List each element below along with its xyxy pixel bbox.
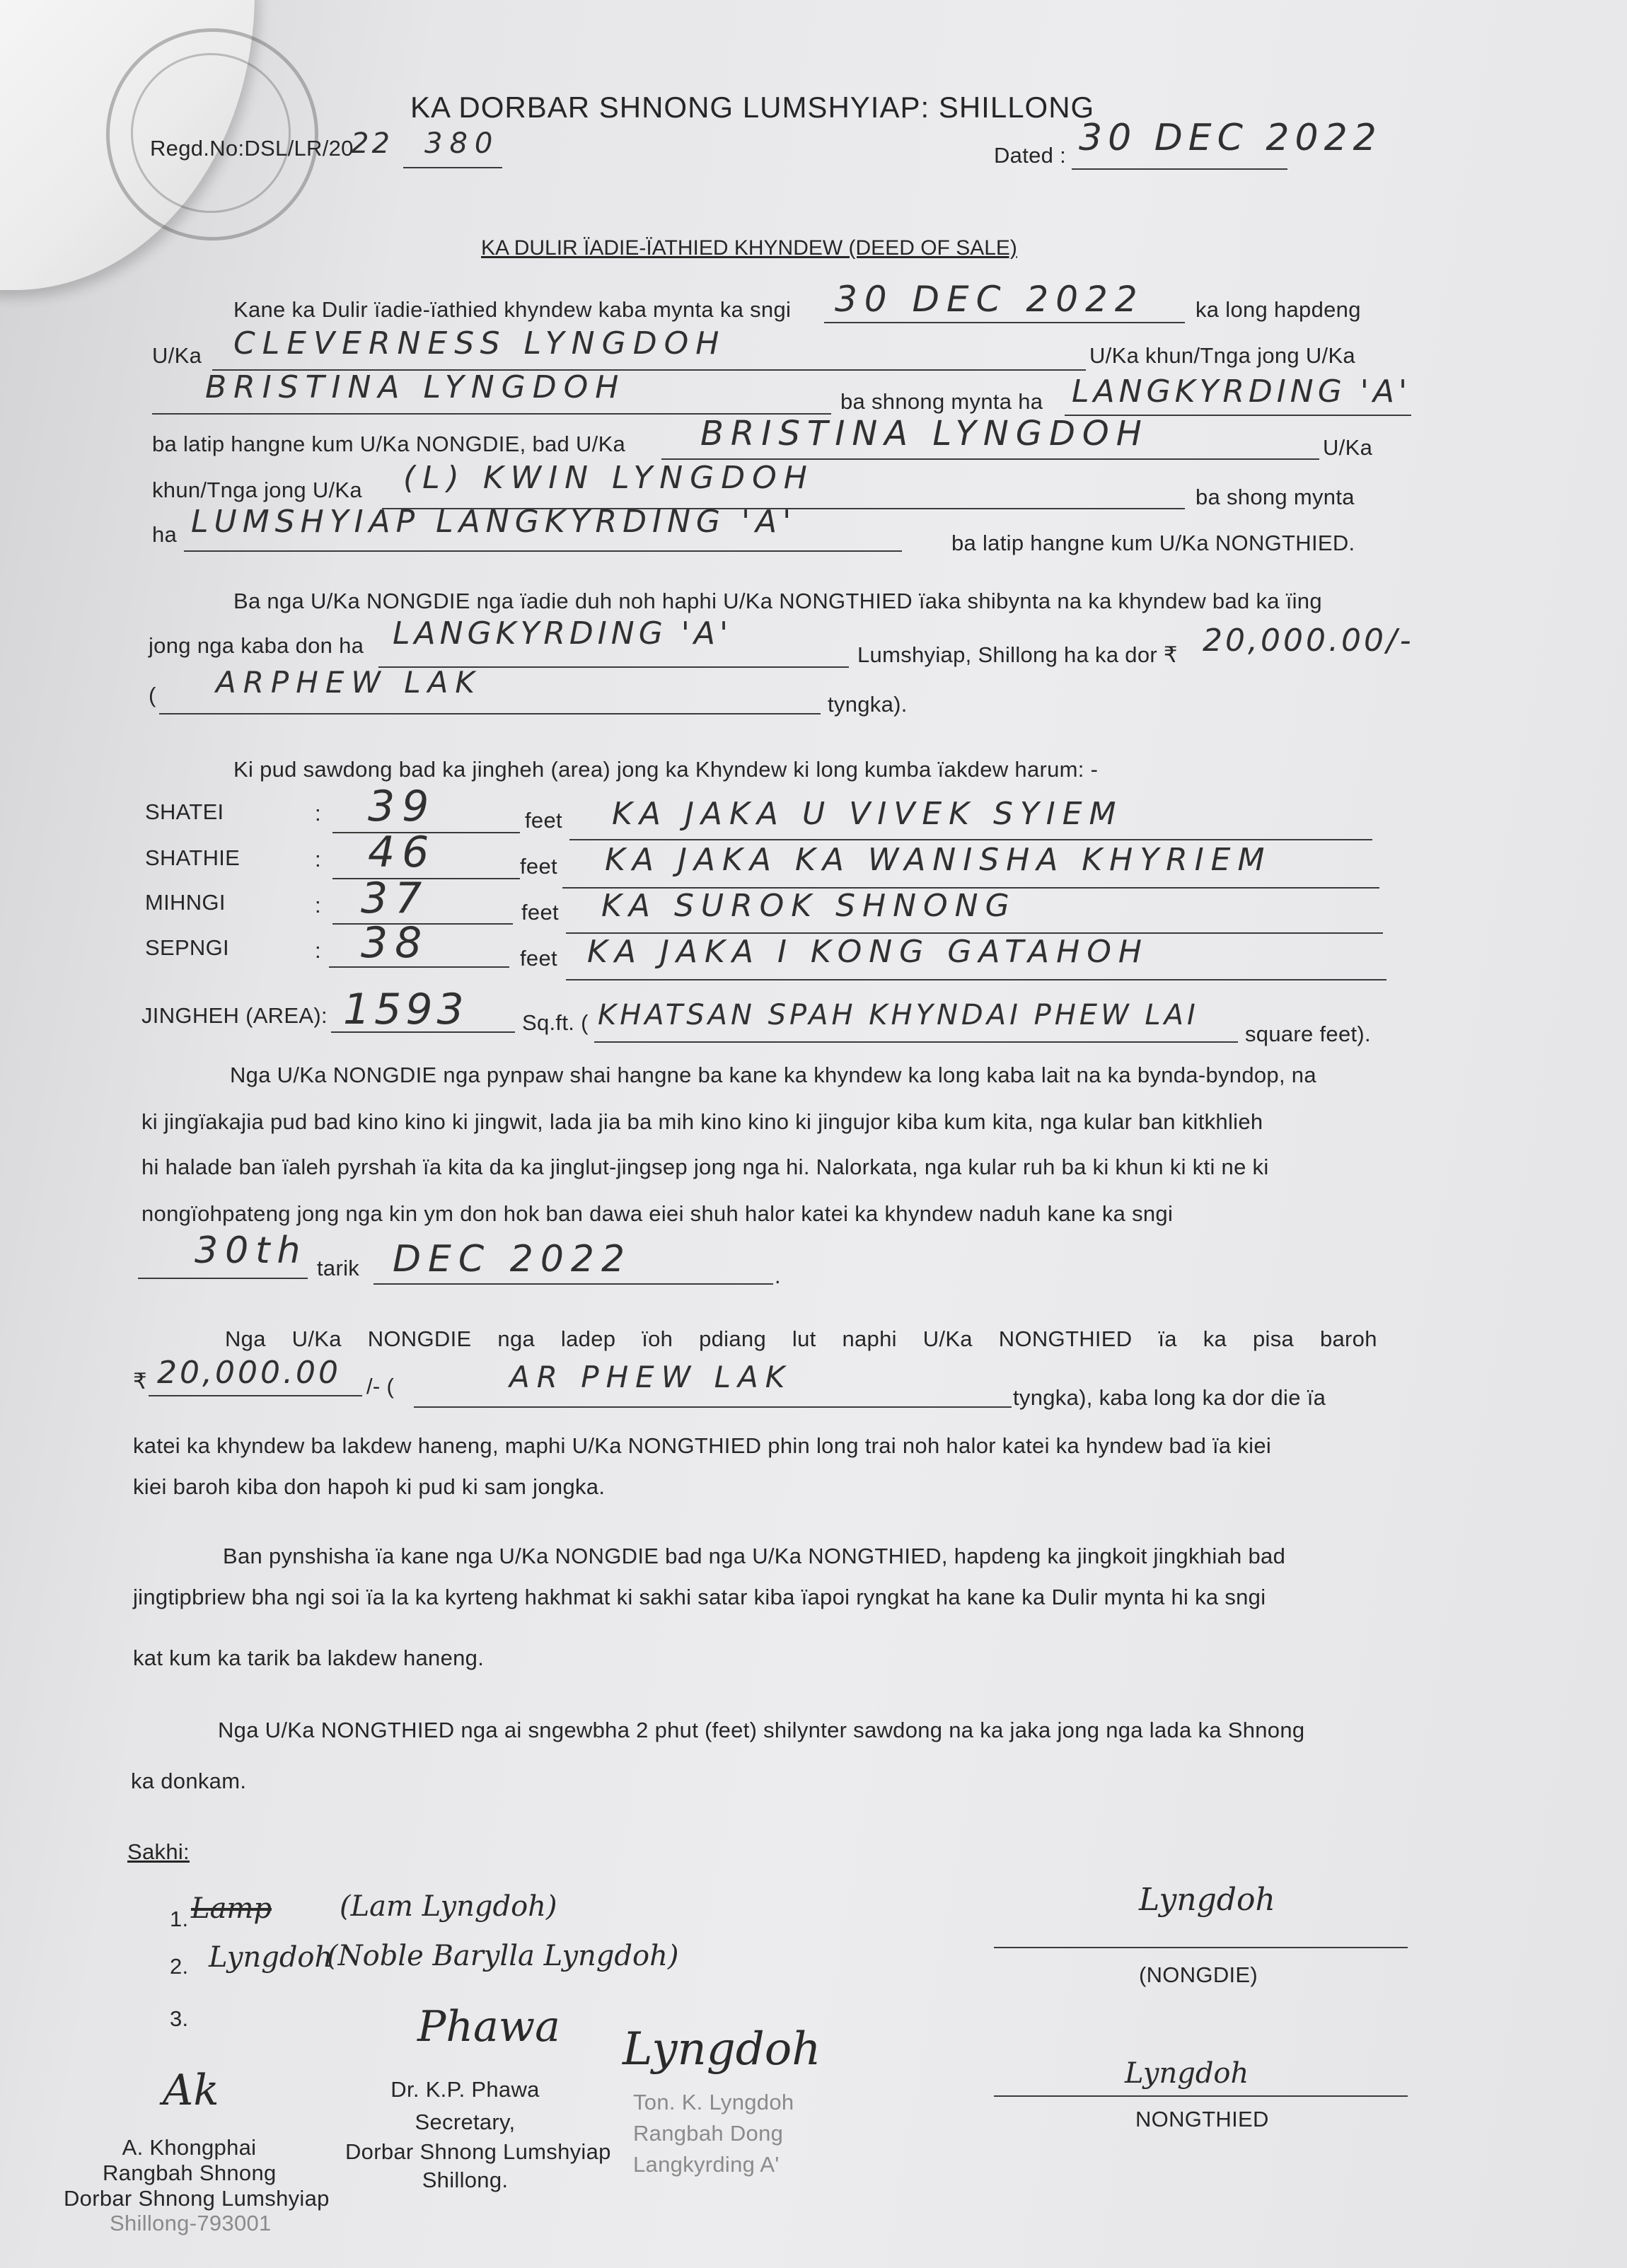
witness-num: 1. — [170, 1907, 189, 1931]
official-signature: Ak — [163, 2066, 219, 2115]
regd-label: Regd.No:DSL/LR/20 — [150, 136, 354, 161]
para1-text-3: U/Ka — [152, 343, 202, 368]
witness-name: (Noble Barylla Lyngdoh) — [327, 1940, 679, 1972]
para6-line-3: kat kum ka tarik ba lakdew haneng. — [133, 1645, 485, 1670]
witness-num: 3. — [170, 2006, 189, 2031]
official-name: Ton. K. Lyngdoh — [633, 2090, 794, 2114]
sale-amount-words: ARPHEW LAK — [216, 665, 482, 700]
seller-place: LANGKYRDING 'A' — [1072, 374, 1412, 410]
para1-text-9: ba shong mynta — [1195, 485, 1355, 509]
para1-text-2: ka long hapdeng — [1195, 297, 1361, 322]
rupee-symbol: ₹ — [133, 1369, 148, 1394]
sale-amount: 20,000.00/- — [1203, 623, 1414, 659]
para3-text: Ki pud sawdong bad ka jingheh (area) jong ka Khyndew ki long kumba ïakdew harum: - — [233, 757, 1099, 782]
para1-text-4: U/Ka khun/Tnga jong U/Ka — [1089, 343, 1355, 368]
para6-line-2: jingtipbriew bha ngi soi ïa la ka kyrteng hakhmat ki sakhi satar kiba ïapoi ryngkat ha kane ka Dulir mynta hi ka sngi — [133, 1585, 1266, 1609]
para4-line-2: ki jingïakajia pud bad kino kino ki jingwit, lada jia ba mih kino kino ki jingujor kiba kum kita, nga kular ban kitkhlieh — [141, 1109, 1263, 1134]
para5-line-2: katei ka khyndew ba lakdew haneng, maphi U/Ka NONGTHIED phin long trai noh halor katei ka hyndew bad ïa kiei — [133, 1433, 1272, 1458]
official-signature: Lyngdoh — [623, 2023, 821, 2076]
boundary-label: SHATEI — [145, 799, 224, 824]
office-title: KA DORBAR SHNONG LUMSHYIAP: SHILLONG — [410, 91, 1095, 124]
para4-dot: . — [775, 1263, 781, 1288]
tarik-label: tarik — [317, 1256, 360, 1280]
para1-text-6: ba latip hangne kum U/Ka NONGDIE, bad U/Ka — [152, 432, 626, 456]
boundary-desc: KA SUROK SHNONG — [601, 888, 1017, 924]
para2-text-2: jong nga kaba don ha — [149, 633, 364, 658]
buyer-name: BRISTINA LYNGDOH — [700, 414, 1149, 453]
official-place: Shillong. — [422, 2168, 509, 2192]
regd-number: 380 — [424, 127, 500, 160]
deed-month-year: DEC 2022 — [393, 1238, 632, 1280]
official-signature: Phawa — [417, 2002, 560, 2052]
seller-label: (NONGDIE) — [1139, 1962, 1258, 1987]
regd-year: 22 — [351, 127, 393, 160]
para2-text-1: Ba nga U/Ka NONGDIE nga ïadie duh noh haphi U/Ka NONGTHIED ïaka shibynta na ka khyndew bad ka ïing — [233, 589, 1322, 613]
paid-amount: 20,000.00 — [157, 1355, 341, 1391]
para1-text-10: ha — [152, 522, 178, 547]
para4-line-4: nongïohpateng jong nga kin ym don hok ban dawa eiei shuh halor katei ka khyndew naduh kane ka sngi — [141, 1201, 1174, 1226]
boundary-desc: KA JAKA KA WANISHA KHYRIEM — [605, 842, 1272, 878]
dated-label: Dated : — [994, 143, 1067, 168]
seal-stamp — [106, 28, 318, 241]
para7-line-2: ka donkam. — [131, 1769, 247, 1793]
witness-num: 2. — [170, 1954, 189, 1979]
para5-text-2: tyngka), kaba long ka dor die ïa — [1013, 1385, 1326, 1410]
area-value: 1593 — [343, 985, 468, 1034]
witness-signature: Lamp — [191, 1892, 272, 1925]
official-name: Dr. K.P. Phawa — [390, 2077, 540, 2102]
paid-amount-words: AR PHEW LAK — [509, 1360, 792, 1394]
para1-text-11: ba latip hangne kum U/Ka NONGTHIED. — [951, 531, 1355, 555]
property-place: LANGKYRDING 'A' — [393, 615, 733, 652]
boundary-feet: 38 — [361, 918, 429, 968]
official-role: Secretary, — [415, 2110, 516, 2134]
feet-label: feet — [520, 946, 557, 971]
para1-text-7: U/Ka — [1323, 435, 1373, 460]
boundary-label: MIHNGI — [145, 890, 226, 915]
buyer-parent-name: (L) KWIN LYNGDOH — [403, 460, 814, 496]
para7-line-1: Nga U/Ka NONGTHIED nga ai sngewbha 2 phut (feet) shilynter sawdong na ka jaka jong nga lada ka Shnong — [218, 1718, 1305, 1742]
para5-text-1: /- ( — [366, 1374, 395, 1399]
boundary-label: SHATHIE — [145, 845, 241, 870]
boundary-desc: KA JAKA I KONG GATAHOH — [587, 934, 1149, 970]
official-role: Rangbah Shnong — [103, 2160, 277, 2185]
boundary-feet: 46 — [368, 828, 436, 877]
buyer-label: NONGTHIED — [1135, 2107, 1269, 2131]
para2-text-5: tyngka). — [828, 692, 908, 717]
para6-line-1: Ban pynshisha ïa kane nga U/Ka NONGDIE bad nga U/Ka NONGTHIED, hapdeng ka jingkoit jingkhiah bad — [223, 1544, 1286, 1568]
seller-parent-name: BRISTINA LYNGDOH — [205, 369, 626, 405]
boundary-desc: KA JAKA U VIVEK SYIEM — [612, 796, 1123, 832]
para4-line-3: hi halade ban ïaleh pyrshah ïa kita da ka jinglut-jingsep jong nga hi. Nalorkata, nga kular ruh ba ki khun ki kti ne ki — [141, 1155, 1269, 1179]
official-role: Rangbah Dong — [633, 2121, 784, 2146]
para5-line-1: Nga U/Ka NONGDIE nga ladep ïoh pdiang lut naphi U/Ka NONGTHIED ïa ka pisa baroh — [225, 1326, 1377, 1351]
dated-value: 30 DEC 2022 — [1079, 117, 1382, 159]
para1-text-1: Kane ka Dulir ïadie-ïathied khyndew kaba mynta ka sngi — [233, 297, 792, 322]
official-org: Dorbar Shnong Lumshyiap — [345, 2139, 611, 2164]
colon: : — [315, 938, 321, 963]
boundary-feet: 39 — [368, 782, 436, 831]
area-unit: Sq.ft. ( — [522, 1010, 589, 1035]
area-label: JINGHEH (AREA): — [141, 1003, 328, 1028]
official-place: Shillong-793001 — [110, 2211, 272, 2235]
feet-label: feet — [521, 900, 559, 925]
witness-signature: Lyngdoh — [209, 1941, 333, 1974]
colon: : — [315, 847, 321, 872]
boundary-label: SEPNGI — [145, 935, 229, 960]
boundary-feet: 37 — [361, 874, 429, 923]
colon: : — [315, 893, 321, 918]
para2-text-4: ( — [149, 683, 156, 707]
area-end: square feet). — [1245, 1022, 1371, 1046]
feet-label: feet — [520, 854, 557, 879]
para2-text-3: Lumshyiap, Shillong ha ka dor ₹ — [857, 642, 1178, 667]
buyer-place: LUMSHYIAP LANGKYRDING 'A' — [191, 504, 797, 540]
seller-name: CLEVERNESS LYNGDOH — [233, 325, 726, 361]
official-place: Langkyrding A' — [633, 2152, 780, 2177]
para4-line-1: Nga U/Ka NONGDIE nga pynpaw shai hangne ba kane ka khyndew ka long kaba lait na ka bynda-byndop, na — [230, 1063, 1316, 1087]
para5-line-3: kiei baroh kiba don hapoh ki pud ki sam jongka. — [133, 1474, 606, 1499]
buyer-signature: Lyngdoh — [1125, 2057, 1249, 2090]
feet-label: feet — [525, 808, 562, 833]
deed-day: 30th — [195, 1230, 308, 1272]
para1-text-8: khun/Tnga jong U/Ka — [152, 478, 362, 502]
area-words: KHATSAN SPAH KHYNDAI PHEW LAI — [598, 999, 1199, 1031]
para1-text-5: ba shnong mynta ha — [840, 389, 1043, 414]
witness-name: (Lam Lyngdoh) — [340, 1890, 557, 1923]
colon: : — [315, 801, 321, 826]
deed-heading: KA DULIR ÏADIE-ÏATHIED KHYNDEW (DEED OF SALE) — [481, 236, 1017, 260]
official-name: A. Khongphai — [122, 2135, 257, 2160]
official-org: Dorbar Shnong Lumshyiap — [64, 2186, 330, 2211]
witnesses-title: Sakhi: — [127, 1839, 190, 1864]
deed-date: 30 DEC 2022 — [835, 279, 1145, 320]
seller-signature: Lyngdoh — [1139, 1882, 1275, 1918]
